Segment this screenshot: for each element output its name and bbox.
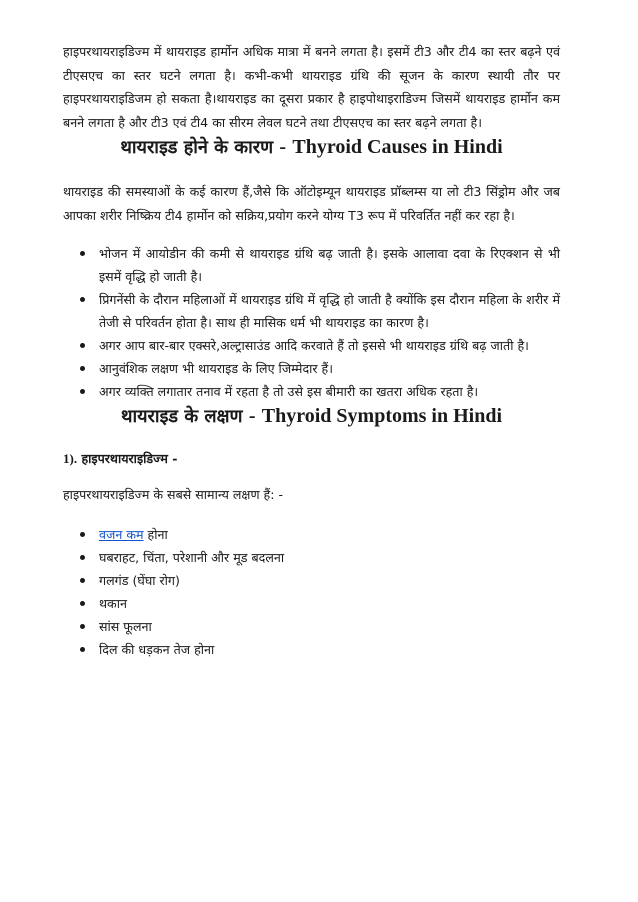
bullet-icon xyxy=(80,647,85,652)
intro-paragraph: हाइपरथायराइडिज्म में थायराइड हार्मोन अधिक मात्रा में बनने लगता है। इसमें टी3 और टी4 का स्तर बढ़ने एवं टीएसएच का स्तर घटने लगता है। कभी-कभी थायराइड ग्रंथि की सूजन के कारण स्थायी तौर पर हाइपरथायराइडिजम हो सकता है।थायराइड का दूसरा प्रकार है हाइपोथाइराडिज्म जिसमें थायराइड हार्मोन कम बनने लगता है और टी3 एवं टी4 का सीरम लेवल घटने तथा टीएसएच का स्तर बढ़ने लगता है। xyxy=(63,44,560,130)
bullet-icon xyxy=(80,251,85,256)
bullet-icon xyxy=(80,555,85,560)
symptoms-heading-hindi: थायराइड के लक्षण xyxy=(120,406,243,427)
bullet-icon xyxy=(80,389,85,394)
causes-heading xyxy=(63,134,560,161)
bullet-icon xyxy=(80,343,85,348)
causes-paragraph: थायराइड की समस्याओं के कई कारण हैं,जैसे कि ऑटोइम्यून थायराइड प्रॉब्लम्स या लो टी3 सिंड्रोम और जब आपका शरीर निष्क्रिय टी4 हार्मोन को सक्रिय,प्रयोग करने योग्य T3 रूप में परिवर्तित नहीं कर रहा है। xyxy=(63,184,560,223)
list-item: घबराहट, चिंता, परेशानी और मूड बदलना xyxy=(99,546,560,569)
weight-loss-link[interactable]: वजन कम xyxy=(99,526,144,542)
list-item: प्रिगनेंसी के दौरान महिलाओं में थायराइड ग्रंथि में वृद्धि हो जाती है क्योंकि इस दौरान महिला के शरीर में तेजी से परिवर्तन होता है। साथ ही मासिक धर्म भी थायराइड का कारण है। xyxy=(99,288,560,334)
list-item: गलगंड (घेंघा रोग) xyxy=(99,569,560,592)
bullet-icon xyxy=(80,578,85,583)
bullet-icon xyxy=(80,532,85,537)
symptoms-intro-paragraph: हाइपरथायराइडिज्म के सबसे सामान्य लक्षण हैं: - xyxy=(63,487,284,502)
bullet-icon xyxy=(80,624,85,629)
list-item: आनुवंशिक लक्षण भी थायराइड के लिए जिम्मेदार हैं। xyxy=(99,357,560,380)
symptoms-heading xyxy=(63,403,560,430)
list-item: वजन कम होना xyxy=(99,523,560,546)
list-item: सांस फूलना xyxy=(99,615,560,638)
hyperthyroidism-subheading xyxy=(63,450,560,467)
list-item: थकान xyxy=(99,592,560,615)
bullet-icon xyxy=(80,297,85,302)
list-item: अगर व्यक्ति लगातार तनाव में रहता है तो उसे इस बीमारी का खतरा अधिक रहता है। xyxy=(99,380,560,403)
list-item: दिल की धड़कन तेज होना xyxy=(99,638,560,661)
symptoms-heading-separator: - xyxy=(248,405,256,427)
causes-heading-hindi: थायराइड होने के कारण xyxy=(120,137,274,158)
bullet-icon xyxy=(80,601,85,606)
list-item: भोजन में आयोडीन की कमी से थायराइड ग्रंथि बढ़ जाती है। इसके आलावा दवा के रिएक्शन से भी इसमें वृद्धि हो जाती है। xyxy=(99,242,560,288)
symptoms-list xyxy=(63,523,560,661)
bullet-icon xyxy=(80,366,85,371)
subheading-text: हाइपरथायराइडिज्म - xyxy=(81,451,178,466)
causes-heading-english: Thyroid Causes in Hindi xyxy=(292,136,503,158)
list-item: अगर आप बार-बार एक्सरे,अल्ट्रासाउंड आदि करवाते हैं तो इससे भी थायराइड ग्रंथि बढ़ जाती है। xyxy=(99,334,560,357)
symptoms-heading-english: Thyroid Symptoms in Hindi xyxy=(261,405,503,427)
subheading-number: 1). xyxy=(63,451,78,466)
causes-heading-separator: - xyxy=(279,136,287,158)
causes-list xyxy=(63,242,560,403)
